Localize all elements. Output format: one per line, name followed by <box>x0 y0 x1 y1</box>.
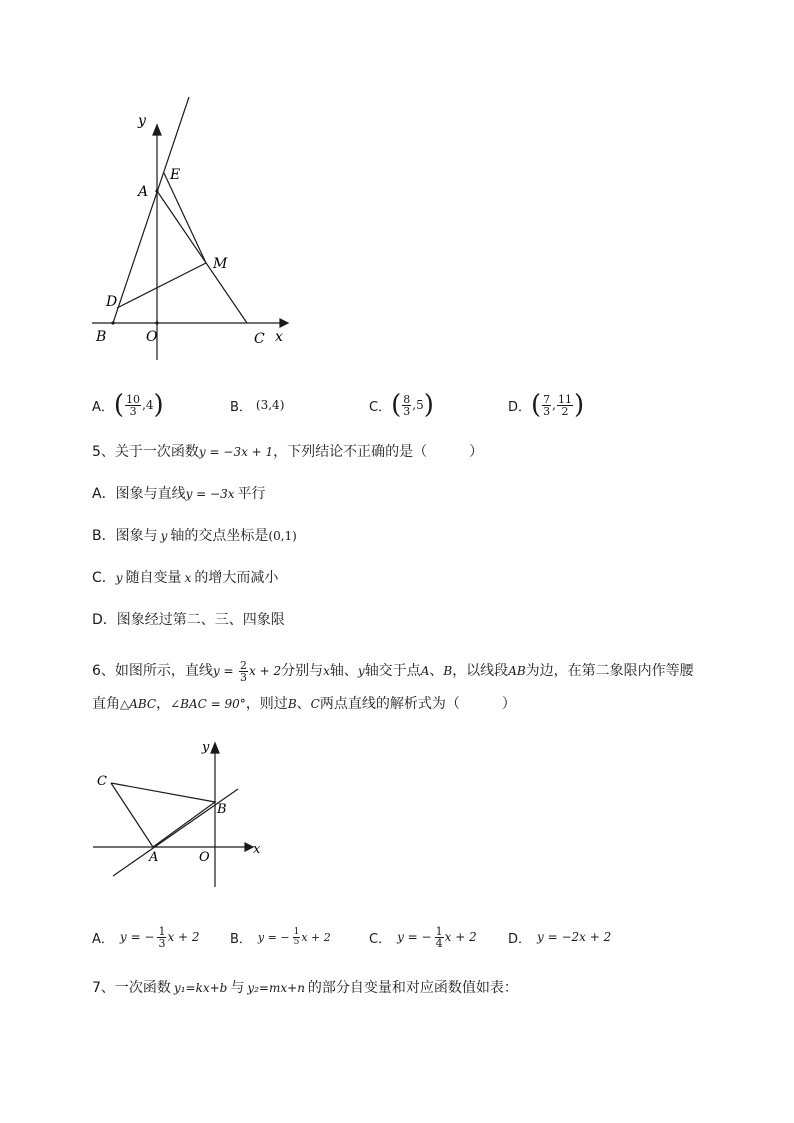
q4-option-c-letter: C． <box>369 399 392 415</box>
q5-option-b[interactable]: B．图象与 y 轴的交点坐标是(0,1) <box>92 528 297 544</box>
q4-option-d-fraction-1: $\frac{7}{3}$ <box>543 392 551 418</box>
q4-option-c[interactable]: C． ( $\frac{8}{3}$ , 5 ) <box>369 390 434 420</box>
label-b: B <box>217 802 227 817</box>
label-d: D <box>106 294 118 310</box>
label-y: y <box>138 113 146 129</box>
q6-option-d[interactable]: D． y = −2x + 2 <box>508 930 612 947</box>
q6-stem-line-2: 直角△ABC，∠BAC = 90°，则过B、C两点直线的解析式为（ ） <box>92 696 516 712</box>
q5-option-a[interactable]: A．图象与直线y = −3x 平行 <box>92 486 266 502</box>
figure-1-diagram <box>80 95 300 365</box>
label-a: A <box>149 850 159 865</box>
q6-option-a[interactable]: A． y = − $\frac{1}{3}$ x + 2 <box>92 924 200 950</box>
label-x: x <box>275 329 283 345</box>
q4-option-a-fraction: $\frac{10}{3}$ <box>126 392 141 418</box>
point-o <box>155 321 158 324</box>
figure-2-diagram <box>85 735 275 890</box>
x-axis-arrow <box>245 843 253 851</box>
triangle-abc <box>111 783 215 847</box>
label-b: B <box>96 329 107 345</box>
y-axis-arrow <box>211 743 219 753</box>
q5-option-d[interactable]: D．图象经过第二、三、四象限 <box>92 612 285 628</box>
q4-option-c-y: 5 <box>416 398 424 412</box>
point-a <box>155 189 158 192</box>
q4-option-a-y: 4 <box>145 398 154 412</box>
label-o: O <box>199 850 210 865</box>
x-axis-arrow <box>280 319 288 327</box>
line-bae <box>113 97 189 323</box>
q4-option-b-letter: B． <box>230 399 252 415</box>
q4-option-d[interactable]: D． ( $\frac{7}{3}$ , $\frac{11}{2}$ ) <box>508 390 585 420</box>
point-b <box>111 321 114 324</box>
label-a: A <box>138 184 149 200</box>
q5-option-c[interactable]: C．y 随自变量 x 的增大而减小 <box>92 570 279 586</box>
q4-option-d-letter: D． <box>508 399 532 415</box>
q4-option-a[interactable]: A． ( $\frac{10}{3}$ , 4 ) <box>92 390 164 420</box>
label-e: E <box>170 167 181 183</box>
q4-option-c-fraction: $\frac{8}{3}$ <box>403 392 411 418</box>
label-x: x <box>253 842 261 857</box>
segment-em <box>164 173 206 263</box>
q4-option-d-fraction-2: $\frac{11}{2}$ <box>558 392 572 418</box>
q4-option-b-coord: (3,4) <box>255 398 285 412</box>
q5-stem: 5、关于一次函数y = −3x + 1，下列结论不正确的是（ ） <box>92 444 484 460</box>
label-c: C <box>97 774 107 789</box>
q5-function: y = −3x + 1 <box>198 445 274 459</box>
label-m: M <box>213 256 228 272</box>
q7-stem: 7、一次函数 y₁=kx+b 与 y₂=mx+n 的部分自变量和对应函数值如表： <box>92 980 518 996</box>
segment-ac <box>157 191 247 323</box>
label-c: C <box>254 331 265 347</box>
label-y: y <box>202 740 210 755</box>
q6-option-b[interactable]: B． y = − $\frac{1}{5}$ x + 2 <box>230 926 331 947</box>
q4-option-b[interactable] <box>230 388 284 422</box>
label-o: O <box>146 329 158 345</box>
q6-stem-line-1: 6、如图所示，直线y = $\frac{2}{3}$ x + 2分别与x轴、y轴交于点A、B，以线段AB为边，在第二象限内作等腰 <box>92 658 694 684</box>
q6-option-c[interactable]: C． y = − $\frac{1}{4}$ x + 2 <box>369 924 477 950</box>
q4-option-a-letter: A． <box>92 399 114 415</box>
y-axis-arrow <box>153 125 161 135</box>
